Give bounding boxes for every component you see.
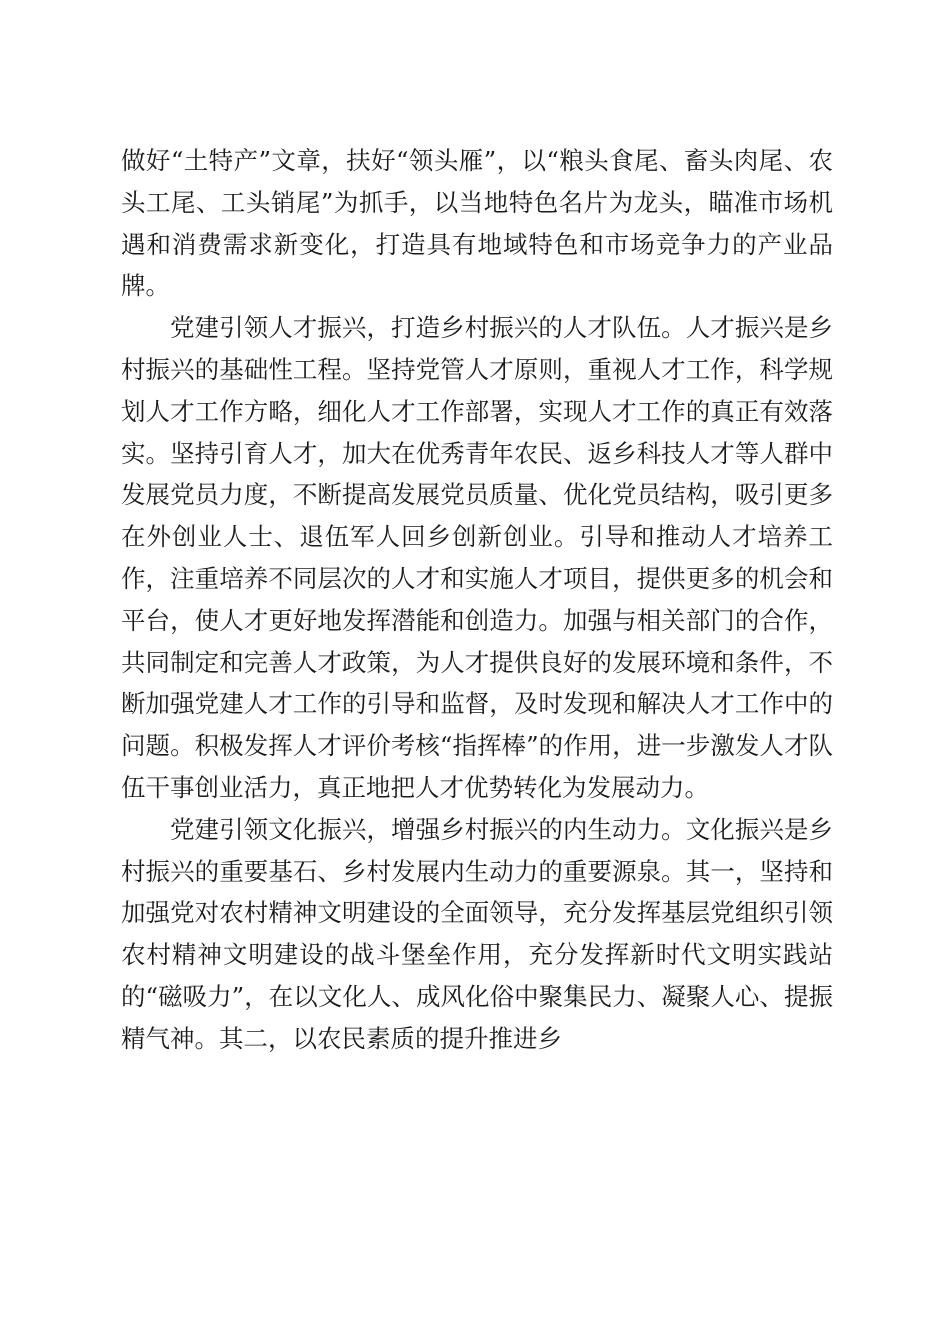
paragraph-culture-revitalization: 党建引领文化振兴，增强乡村振兴的内生动力。文化振兴是乡村振兴的重要基石、乡村发展内生动力的重要源泉。其一，坚持和加强党对农村精神文明建设的全面领导，充分发挥基层党组织引领农村精神文明建设的战斗堡垒作用，充分发挥新时代文明实践站的“磁吸力”，在以文化人、成风化俗中聚集民力、凝聚人心、提振精气神。其二，以农民素质的提升推进乡 [121, 814, 833, 1053]
document-body [121, 140, 833, 1060]
paragraph-continuation: 做好“土特产”文章，扶好“领头雁”，以“粮头食尾、畜头肉尾、农头工尾、工头销尾”为抓手，以当地特色名片为龙头，瞄准市场机遇和消费需求新变化，打造具有地域特色和市场竞争力的产业品牌。 [121, 146, 833, 301]
paragraph-talent-revitalization: 党建引领人才振兴，打造乡村振兴的人才队伍。人才振兴是乡村振兴的基础性工程。坚持党管人才原则，重视人才工作，科学规划人才工作方略，细化人才工作部署，实现人才工作的真正有效落实。坚持引育人才，加大在优秀青年农民、返乡科技人才等人群中发展党员力度，不断提高发展党员质量、优化党员结构，吸引更多在外创业人士、退伍军人回乡创新创业。引导和推动人才培养工作，注重培养不同层次的人才和实施人才项目，提供更多的机会和平台，使人才更好地发挥潜能和创造力。加强与相关部门的合作，共同制定和完善人才政策，为人才提供良好的发展环境和条件，不断加强党建人才工作的引导和监督，及时发现和解决人才工作中的问题。积极发挥人才评价考核“指挥棒”的作用，进一步激发人才队伍干事创业活力，真正地把人才优势转化为发展动力。 [121, 313, 833, 802]
